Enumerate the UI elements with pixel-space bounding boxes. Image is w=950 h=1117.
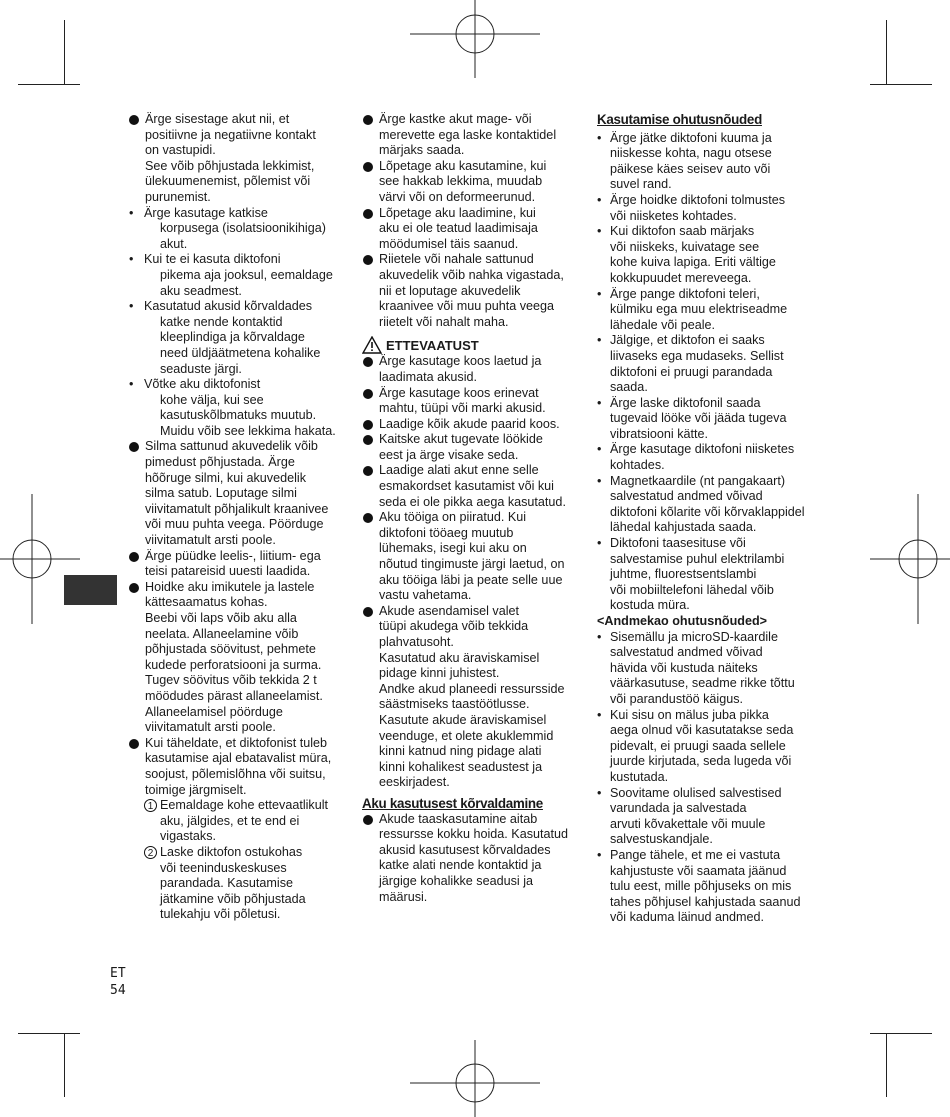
step-number: 2 <box>144 846 157 859</box>
bullet-item: Akude taaskasutamine aitab <box>362 812 590 828</box>
numbered-step: 1 Eemaldage kohe ettevaatlikult <box>128 798 353 814</box>
bullet-item: Hoidke aku imikutele ja lastele <box>128 580 353 596</box>
text-line: kudede perforatsiooni ja surma. <box>145 657 322 672</box>
text-line: või parandustöö käigus. <box>610 691 744 706</box>
text-line: kättesaamatus kohas. <box>145 595 268 610</box>
text-line: väärkasutuse, seadme rikke tõttu <box>610 676 795 691</box>
warning-triangle-icon <box>362 336 382 354</box>
text-line: eest ja ärge visake seda. <box>379 447 519 462</box>
text-line: neelata. Allaneelamine võib <box>145 626 299 641</box>
text-line: toimige järgmiselt. <box>145 782 247 797</box>
bullet-item: Ärge kastke akut mage- või <box>362 112 590 128</box>
text-line: aku tööiga läbi ja peate selle uue <box>379 572 563 587</box>
bullet-item: Lõpetage aku kasutamine, kui <box>362 159 590 175</box>
numbered-step: 2 Laske diktofon ostukohas <box>128 845 353 861</box>
text-line: pimedust põhjustada. Ärge <box>145 455 295 470</box>
text-line: saada. <box>610 380 648 395</box>
text-line: või niisketes kohtades. <box>610 208 737 223</box>
text-line: arvuti kõvakettale või muule <box>610 816 766 831</box>
bullet-item: • Ärge kasutage diktofoni niisketes <box>597 442 822 458</box>
text-line: järgige kohalikke seadusi ja <box>379 873 534 888</box>
text-line: silma satub. Loputage silmi <box>145 486 297 501</box>
text-line: möödumisel täis saanud. <box>379 236 519 251</box>
text-line: parandada. Kasutamise <box>160 876 294 891</box>
text-line: akut. <box>160 236 188 251</box>
text-line: nõutud tingimuste järgi laetud, on <box>379 557 565 572</box>
crop-mark <box>870 84 932 85</box>
text-line: laadimata akusid. <box>379 369 478 384</box>
text-line: Allaneelamisel pöörduge <box>145 704 283 719</box>
text-line: diktofoni kõlarite või kõrvaklappidel <box>610 504 805 519</box>
bullet-item: Ärge kasutage koos erinevat <box>362 386 590 402</box>
bullet-item: Akude asendamisel valet <box>362 604 590 620</box>
bullet-item: Laadige alati akut enne selle <box>362 463 590 479</box>
text-line: soojust, põlemislõhna või suitsu, <box>145 766 326 781</box>
text-line: katke nende kontaktid <box>160 314 283 329</box>
sub-bullet-item: • Võtke aku diktofonist <box>128 377 353 393</box>
bullet-item: • Diktofoni taasesituse või <box>597 536 822 552</box>
registration-mark-right <box>870 494 950 624</box>
text-line: vibratsiooni kätte. <box>610 426 709 441</box>
subsection-heading: <Andmekao ohutusnõuded> <box>597 614 768 628</box>
text-line: mahtu, tüüpi või marki akusid. <box>379 401 546 416</box>
text-line: need üldjäätmetena kohalike <box>160 345 321 360</box>
bullet-item: • Ärge pange diktofoni teleri, <box>597 287 822 303</box>
text-line: akuvedelik võib nahka vigastada, <box>379 267 564 282</box>
text-line: aku ei ole teatud laadimisaja <box>379 221 538 236</box>
text-line: ressursse kokku hoida. Kasutatud <box>379 827 569 842</box>
text-line: diktofoni ei pruugi parandada <box>610 364 773 379</box>
bullet-item: Aku tööiga on piiratud. Kui <box>362 510 590 526</box>
sub-bullet-item: • Kasutatud akusid kõrvaldades <box>128 299 353 315</box>
text-line: esmakordset kasutamist või kui <box>379 479 554 494</box>
text-line: külmiku ega muu elektriseadme <box>610 302 788 317</box>
text-line: tahes põhjusel kahjustada saanud <box>610 894 801 909</box>
text-line: kleeplindiga ja kõrvaldage <box>160 330 305 345</box>
text-line: kinni kohalikest seadustest ja <box>379 759 543 774</box>
text-line: See võib põhjustada lekkimist, <box>145 158 315 173</box>
text-line: veenduge, et olete akuklemmid <box>379 728 554 743</box>
text-line: kahjustuste või saamata jäänud <box>610 863 787 878</box>
bullet-item: Ärge püüdke leelis-, liitium- ega <box>128 549 353 565</box>
text-line: hävida või kustuda näiteks <box>610 660 758 675</box>
bullet-item: Ärge sisestage akut nii, et <box>128 112 353 128</box>
text-line: pikema aja jooksul, eemaldage <box>160 267 333 282</box>
bullet-item: • Kui sisu on mälus juba pikka <box>597 708 822 724</box>
text-line: lähedal kahjustada saada. <box>610 520 757 535</box>
text-line: see hakkab lekkima, muudab <box>379 174 543 189</box>
bullet-item: • Ärge jätke diktofoni kuuma ja <box>597 131 822 147</box>
bullet-item: Lõpetage aku laadimine, kui <box>362 206 590 222</box>
text-line: viivitamatult arsti poole. <box>145 720 276 735</box>
bullet-item: Kui täheldate, et diktofonist tuleb <box>128 736 353 752</box>
caution-heading <box>362 336 590 354</box>
bullet-item: Kaitske akut tugevate löökide <box>362 432 590 448</box>
text-line: akusid kasutusest kõrvaldades <box>379 842 551 857</box>
text-line: kostuda müra. <box>610 598 690 613</box>
text-line: seda ei ole pikka aega kasutatud. <box>379 494 566 509</box>
text-line: Muidu võib see lekkima hakata. <box>160 423 336 438</box>
text-line: kohtades. <box>610 458 665 473</box>
text-line: või mobiiltelefoni lähedal võib <box>610 582 774 597</box>
page-number: 54 <box>110 983 126 998</box>
text-line: Andke akud planeedi ressursside <box>379 681 565 696</box>
section-heading-disposal: Aku kasutusest kõrvaldamine <box>362 795 543 811</box>
bullet-item: • Ärge hoidke diktofoni tolmustes <box>597 193 822 209</box>
text-line: teisi patareisid uuesti laadida. <box>145 564 311 579</box>
text-line: kasutamise ajal ebatavalist müra, <box>145 751 332 766</box>
crop-mark <box>18 1033 80 1034</box>
bullet-item: Riietele või nahale sattunud <box>362 252 590 268</box>
text-line: viivitamatult arsti poole. <box>145 533 276 548</box>
text-line: riietelt või nahalt maha. <box>379 314 509 329</box>
bullet-item: • Soovitame olulised salvestised <box>597 786 822 802</box>
text-line: salvestuskandjale. <box>610 832 713 847</box>
text-line: lühemaks, isegi kui aku on <box>379 541 527 556</box>
crop-mark <box>886 20 887 84</box>
text-line: tugevaid lööke või jääda tugeva <box>610 411 787 426</box>
text-line: pidevalt, ei pruugi saada sellele <box>610 738 786 753</box>
text-line: kokkupuudet mereveega. <box>610 270 752 285</box>
text-line: plahvatusoht. <box>379 635 454 649</box>
text-line: kraanivee või muu puhta veega <box>379 299 555 314</box>
bullet-item: Silma sattunud akuvedelik võib <box>128 439 353 455</box>
bullet-item: Ärge kasutage koos laetud ja <box>362 354 590 370</box>
text-line: salvestatud andmed võivad <box>610 645 763 660</box>
text-line: eeskirjadest. <box>379 775 450 790</box>
text-line: vastu vahetama. <box>379 588 472 603</box>
text-line: või kaduma läinud andmed. <box>610 910 765 925</box>
text-line: liivaseks ega mudaseks. Sellist <box>610 348 784 363</box>
text-line: vigastaks. <box>160 829 216 844</box>
bullet-item: Laadige kõik akude paarid koos. <box>362 417 590 433</box>
text-line: seaduste järgi. <box>160 361 242 376</box>
bullet-item: • Sisemällu ja microSD-kaardile <box>597 630 822 646</box>
text-line: kustutada. <box>610 769 669 784</box>
text-line: suvel rand. <box>610 177 672 192</box>
bullet-item: • Kui diktofon saab märjaks <box>597 224 822 240</box>
text-line: on vastupidi. <box>145 143 216 158</box>
sub-bullet-item: • Kui te ei kasuta diktofoni <box>128 252 353 268</box>
text-line: merevette ega laske kontaktidel <box>379 127 557 142</box>
text-line: ülekuumenemist, põlemist või <box>145 174 311 189</box>
text-line: hõõruge silmi, kui akuvedelik <box>145 470 307 485</box>
crop-mark <box>18 84 80 85</box>
text-line: niiskesse kohta, nagu otsese <box>610 146 772 161</box>
text-line: kohe välja, kui see <box>160 392 264 407</box>
crop-mark <box>886 1033 887 1097</box>
text-line: või muu puhta veega. Pöörduge <box>145 517 324 532</box>
text-line: aku seadmest. <box>160 283 242 298</box>
text-line: juhtme, fluorestsentslambi <box>610 567 757 582</box>
crop-mark <box>64 20 65 84</box>
registration-mark-top <box>410 0 540 80</box>
text-line: salvestatud andmed võivad <box>610 489 763 504</box>
text-line: varundada ja salvestada <box>610 801 747 816</box>
crop-mark <box>64 1033 65 1097</box>
bullet-item: • Jälgige, et diktofon ei saaks <box>597 333 822 349</box>
text-line: nii et loputage akuvedelik <box>379 283 521 298</box>
text-line: positiivne ja negatiivne kontakt <box>145 127 316 142</box>
text-line: Beebi või laps võib aku alla <box>145 611 297 625</box>
text-line: säästmiseks taastöötlusse. <box>379 697 530 712</box>
text-line: möödudes pärast allaneelamist. <box>145 688 323 703</box>
text-line: värvi või on deformeerunud. <box>379 189 536 204</box>
text-line: kinni katnud ning pidage alati <box>379 744 542 759</box>
text-line: katke alati nende kontaktid ja <box>379 858 542 873</box>
text-line: kasutuskõlbmatuks muutub. <box>160 408 317 423</box>
section-heading-usage-safety: Kasutamise ohutusnõuded <box>597 112 762 127</box>
column-3 <box>597 112 822 926</box>
text-line: märjaks saada. <box>379 143 465 158</box>
crop-mark <box>870 1033 932 1034</box>
bullet-item: • Pange tähele, et me ei vastuta <box>597 848 822 864</box>
text-line: purunemist. <box>145 189 211 204</box>
text-line: või teeninduskeskuses <box>160 860 287 875</box>
text-line: kohe kuiva lapiga. Eriti vältige <box>610 255 776 270</box>
text-line: määrusi. <box>379 889 428 904</box>
registration-mark-bottom <box>410 1040 540 1117</box>
text-line: aega olnud või kasutatakse seda <box>610 723 794 738</box>
text-line: jätkamine võib põhjustada <box>160 891 306 906</box>
text-line: tüüpi akudega võib tekkida <box>379 619 529 634</box>
text-line: Kasutute akude äraviskamisel <box>379 712 547 727</box>
bullet-item: • Ärge laske diktofonil saada <box>597 396 822 412</box>
text-line: salvestamise puhul elektrilambi <box>610 551 785 566</box>
caution-title: ETTEVAATUST <box>386 337 479 353</box>
text-line: päikese käes seisev auto või <box>610 161 771 176</box>
text-line: põhjustada söövitust, pehmete <box>145 642 316 657</box>
bullet-item: • Magnetkaardile (nt pangakaart) <box>597 474 822 490</box>
sub-bullet-item: • Ärge kasutage katkise <box>128 206 353 222</box>
text-line: Tugev söövitus võib tekkida 2 t <box>145 673 317 688</box>
text-line: aku, jälgides, et te end ei <box>160 813 300 828</box>
text-line: diktofoni tööaeg muutub <box>379 525 514 540</box>
text-line: tulekahju või põletusi. <box>160 907 281 922</box>
text-line: juurde kirjutada, seda lugeda või <box>610 754 792 769</box>
text-line: tulu eest, mille põhjuseks on mis <box>610 879 792 894</box>
text-line: lähedale või peale. <box>610 317 716 332</box>
language-code: ET <box>110 966 126 981</box>
page-marker <box>110 965 126 999</box>
text-line: korpusega (isolatsioonikihiga) <box>160 221 326 236</box>
column-2 <box>362 112 590 905</box>
text-line: viivitamatult põhjalikult kraanivee <box>145 501 329 516</box>
text-line: pidage kinni juhistest. <box>379 666 500 681</box>
text-line: Kasutatud aku äraviskamisel <box>379 650 540 665</box>
step-number: 1 <box>144 799 157 812</box>
column-1 <box>128 112 353 923</box>
language-tab-marker <box>64 575 117 605</box>
text-line: või niiskeks, kuivatage see <box>610 239 760 254</box>
